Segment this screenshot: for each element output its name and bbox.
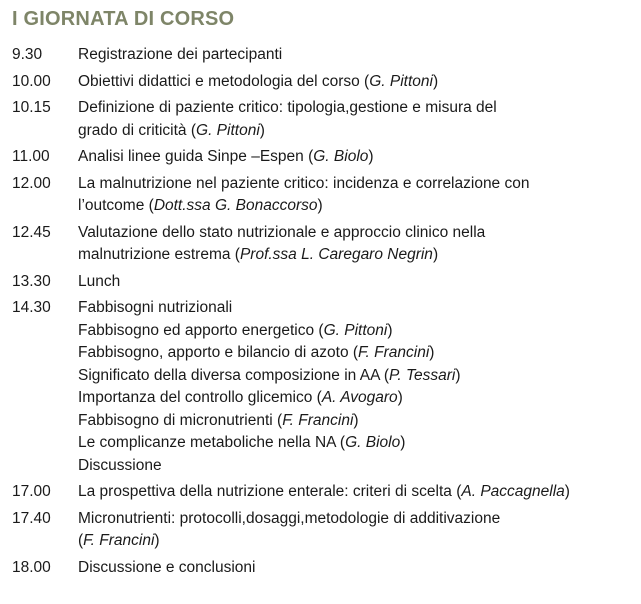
closing-paren: ) bbox=[387, 321, 393, 339]
closing-paren: ) bbox=[455, 366, 461, 384]
activity-text: La prospettiva della nutrizione enterale: criteri di scelta ( bbox=[78, 483, 462, 500]
closing-paren: ) bbox=[429, 344, 435, 361]
speaker-name: G. Pittoni bbox=[196, 121, 260, 139]
speaker-name: G. Pittoni bbox=[323, 321, 388, 339]
schedule-line bbox=[78, 557, 634, 580]
schedule-row bbox=[12, 44, 634, 67]
schedule-line bbox=[78, 508, 634, 531]
activity-text: Significato della diversa composizione in AA ( bbox=[78, 366, 390, 384]
schedule-line bbox=[78, 410, 634, 433]
activity-text: Importanza del controllo glicemico ( bbox=[78, 389, 322, 406]
speaker-name: G. Pittoni bbox=[369, 72, 433, 90]
schedule-description bbox=[78, 557, 634, 580]
program-document bbox=[12, 6, 634, 583]
activity-text: Lunch bbox=[78, 272, 121, 290]
speaker-name: F. Francini bbox=[358, 344, 430, 361]
schedule-row bbox=[12, 97, 634, 142]
speaker-name: A. Paccagnella bbox=[461, 483, 565, 500]
schedule-row bbox=[12, 222, 634, 267]
activity-text: Fabbisogno ed apporto energetico ( bbox=[78, 321, 324, 339]
schedule-line bbox=[78, 173, 634, 196]
schedule-time: 12.45 bbox=[12, 223, 51, 241]
speaker-name: Dott.ssa G. Bonaccorso bbox=[153, 197, 318, 214]
closing-paren: ) bbox=[317, 197, 323, 214]
speaker-name: Prof.ssa L. Caregaro Negrin bbox=[239, 246, 433, 263]
schedule-line bbox=[78, 320, 634, 343]
activity-text: Le complicanze metaboliche nella NA ( bbox=[78, 434, 346, 451]
activity-text: Fabbisogni nutrizionali bbox=[78, 299, 233, 316]
schedule-time: 10.15 bbox=[12, 99, 51, 116]
schedule-time: 12.00 bbox=[12, 174, 51, 192]
schedule-description bbox=[78, 508, 634, 553]
schedule-row bbox=[12, 297, 634, 477]
speaker-name: G. Biolo bbox=[345, 434, 401, 451]
speaker-name: A. Avogaro bbox=[321, 389, 398, 406]
schedule-description bbox=[78, 146, 634, 169]
schedule-row bbox=[12, 557, 634, 580]
schedule-line bbox=[78, 455, 634, 478]
schedule-row bbox=[12, 146, 634, 169]
speaker-name: F. Francini bbox=[83, 532, 155, 549]
activity-text: grado di criticità ( bbox=[78, 121, 197, 139]
schedule-time: 17.00 bbox=[12, 483, 51, 500]
closing-paren: ) bbox=[353, 411, 359, 429]
schedule-row bbox=[12, 508, 634, 553]
activity-text: malnutrizione estrema ( bbox=[78, 246, 240, 263]
schedule-row bbox=[12, 173, 634, 218]
schedule-time: 13.30 bbox=[12, 272, 51, 290]
activity-text: Micronutrienti: protocolli,dosaggi,metodologie di additivazione bbox=[78, 509, 501, 527]
activity-text: La malnutrizione nel paziente critico: incidenza e correlazione con bbox=[78, 174, 530, 192]
closing-paren: ) bbox=[154, 532, 160, 549]
activity-text: Obiettivi didattici e metodologia del corso ( bbox=[78, 72, 370, 90]
schedule-description bbox=[78, 271, 634, 294]
closing-paren: ) bbox=[564, 483, 570, 500]
schedule-line bbox=[78, 432, 634, 455]
activity-text: ( bbox=[78, 532, 84, 549]
schedule-line bbox=[78, 120, 634, 143]
activity-text: Fabbisogno di micronutrienti ( bbox=[78, 411, 283, 429]
schedule-description bbox=[78, 44, 634, 67]
schedule-description bbox=[78, 222, 634, 267]
closing-paren: ) bbox=[259, 121, 265, 139]
schedule-line bbox=[78, 97, 634, 120]
schedule-time: 17.40 bbox=[12, 509, 51, 527]
closing-paren: ) bbox=[368, 148, 374, 165]
closing-paren: ) bbox=[397, 389, 403, 406]
schedule-time: 18.00 bbox=[12, 558, 51, 576]
closing-paren: ) bbox=[432, 72, 439, 90]
activity-text: Analisi linee guida Sinpe –Espen ( bbox=[78, 148, 314, 165]
schedule-time: 11.00 bbox=[12, 148, 50, 165]
closing-paren: ) bbox=[400, 434, 406, 451]
schedule-line bbox=[78, 481, 634, 504]
schedule-line bbox=[78, 365, 634, 388]
schedule-time: 9.30 bbox=[12, 46, 43, 63]
closing-paren: ) bbox=[432, 246, 439, 263]
activity-text: Registrazione dei partecipanti bbox=[78, 46, 283, 63]
schedule-row bbox=[12, 71, 634, 94]
schedule-line bbox=[78, 342, 634, 365]
schedule-description bbox=[78, 481, 634, 504]
schedule-line bbox=[78, 222, 634, 245]
schedule-line bbox=[78, 297, 634, 320]
schedule-description bbox=[78, 297, 634, 477]
activity-text: Discussione e conclusioni bbox=[78, 558, 256, 576]
schedule-line bbox=[78, 530, 634, 553]
activity-text: l’outcome ( bbox=[78, 197, 154, 214]
speaker-name: P. Tessari bbox=[389, 366, 456, 384]
schedule-description bbox=[78, 97, 634, 142]
schedule-line bbox=[78, 244, 634, 267]
speaker-name: G. Biolo bbox=[313, 148, 369, 165]
schedule-time: 14.30 bbox=[12, 299, 51, 316]
schedule-line bbox=[78, 271, 634, 294]
schedule-line bbox=[78, 146, 634, 169]
schedule-time: 10.00 bbox=[12, 72, 51, 90]
schedule-line bbox=[78, 71, 634, 94]
activity-text: Definizione di paziente critico: tipologia,gestione e misura del bbox=[78, 99, 497, 116]
schedule-line bbox=[78, 44, 634, 67]
schedule-list bbox=[12, 44, 634, 579]
schedule-description bbox=[78, 71, 634, 94]
schedule-row bbox=[12, 271, 634, 294]
activity-text: Fabbisogno, apporto e bilancio di azoto ( bbox=[78, 344, 359, 361]
speaker-name: F. Francini bbox=[282, 411, 354, 429]
activity-text: Discussione bbox=[78, 456, 162, 474]
schedule-row bbox=[12, 481, 634, 504]
schedule-line bbox=[78, 387, 634, 410]
schedule-line bbox=[78, 195, 634, 218]
activity-text: Valutazione dello stato nutrizionale e approccio clinico nella bbox=[78, 223, 486, 241]
schedule-description bbox=[78, 173, 634, 218]
page-title: I GIORNATA DI CORSO bbox=[12, 8, 235, 30]
